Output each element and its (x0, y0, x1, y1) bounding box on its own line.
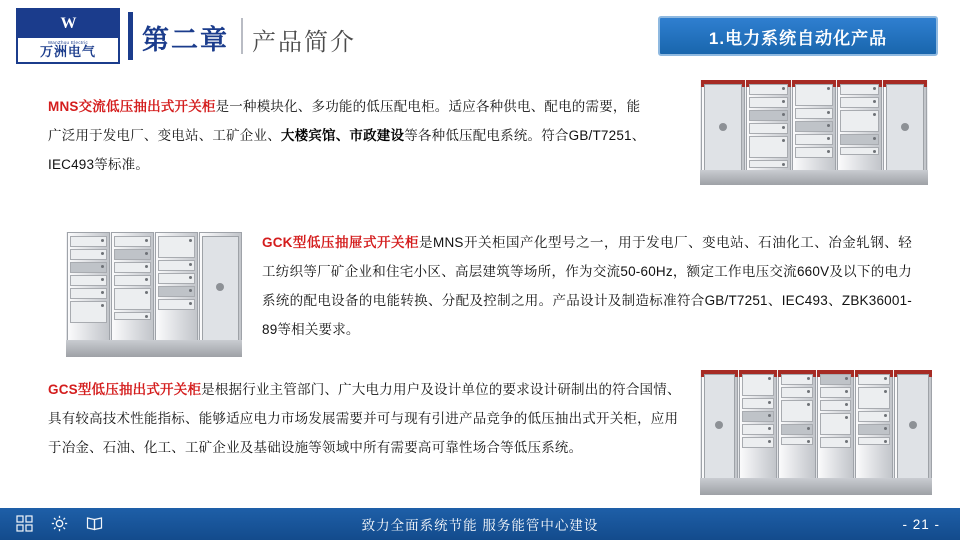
image-mns-cabinet (700, 80, 928, 185)
drawer-unit (114, 236, 151, 247)
company-logo (16, 8, 120, 64)
drawer-unit (158, 236, 195, 258)
drawer-unit (858, 424, 890, 435)
footer-page-number: - 21 - (902, 516, 940, 532)
drawer-unit (158, 286, 195, 297)
drawer-unit (781, 437, 813, 445)
drawer-unit (781, 424, 813, 435)
cabinet-row (66, 232, 242, 357)
drawer-unit (795, 147, 834, 158)
drawer-unit (742, 437, 774, 448)
cabinet-door (704, 84, 743, 181)
cabinet-unit (199, 232, 242, 357)
drawer-unit (158, 299, 195, 310)
cabinet-unit (701, 80, 746, 185)
drawer-unit (749, 136, 788, 158)
logo-company-name: 万洲电气 (39, 44, 96, 59)
drawer-unit (820, 387, 852, 398)
drawer-unit (158, 260, 195, 271)
drawer-unit (742, 398, 774, 409)
drawer-unit (742, 424, 774, 435)
drawer-unit (749, 97, 788, 108)
drawer-unit (840, 134, 879, 145)
logo-mark-letter: W (60, 15, 76, 32)
cabinet-door (704, 374, 736, 491)
paragraph-mns-text-c: 等各种低压配电系统。符合GB/T7251、IEC493等标准。 (48, 128, 646, 172)
drawer-unit (749, 84, 788, 95)
slide-footer (0, 508, 960, 540)
paragraph-mns-highlight: MNS交流低压抽出式开关柜 (48, 99, 216, 114)
image-floor (700, 478, 932, 496)
drawer-unit (749, 123, 788, 134)
cabinet-door (886, 84, 925, 181)
cabinet-row (700, 80, 928, 185)
drawer-unit (840, 110, 879, 132)
chapter-subtitle: 产品简介 (252, 29, 356, 56)
logo-mark (18, 10, 118, 38)
section-tab-badge: 1.电力系统自动化产品 (658, 16, 938, 56)
image-floor (66, 340, 242, 358)
drawer-unit (795, 84, 834, 106)
paragraph-gck-highlight: GCK型低压抽屉式开关柜 (262, 235, 420, 250)
cabinet-unit (746, 80, 791, 185)
chapter-title: 第二章 (142, 25, 229, 55)
drawer-unit (781, 400, 813, 422)
drawer-unit (840, 147, 879, 155)
drawer-unit (749, 110, 788, 121)
drawer-unit (114, 288, 151, 310)
logo-english-name: WanZhou Electric (47, 40, 89, 45)
chapter-accent-bar (128, 12, 133, 60)
drawer-unit (158, 273, 195, 284)
cabinet-unit (837, 80, 882, 185)
drawer-unit (749, 160, 788, 168)
cabinet-door (897, 374, 929, 491)
footer-slogan: 致力全面系统节能 服务能管中心建设 (361, 518, 599, 533)
paragraph-mns-text-a: 是一种模块化、多功能的低压配电柜。适应各种供电、配电的需要，能广泛用于发电厂、变电站、工矿企业、 (48, 99, 641, 143)
cabinet-unit (155, 232, 198, 357)
cabinet-unit (739, 370, 777, 495)
drawer-unit (820, 374, 852, 385)
door-knob (909, 421, 917, 429)
door-knob (901, 123, 909, 131)
cabinet-row (700, 370, 932, 495)
drawer-unit (820, 437, 852, 448)
door-knob (216, 283, 224, 291)
drawer-unit (795, 134, 834, 145)
drawer-unit (70, 288, 107, 299)
cabinet-unit (778, 370, 816, 495)
paragraph-mns-bold: 大楼宾馆、市政建设 (280, 128, 405, 143)
drawer-unit (858, 411, 890, 422)
door-knob (715, 421, 723, 429)
drawer-unit (840, 97, 879, 108)
drawer-unit (742, 374, 774, 396)
drawer-unit (858, 387, 890, 409)
cabinet-unit (792, 80, 837, 185)
drawer-unit (795, 121, 834, 132)
drawer-unit (114, 249, 151, 260)
cabinet-unit (817, 370, 855, 495)
drawer-unit (781, 387, 813, 398)
cabinet-unit (111, 232, 154, 357)
drawer-unit (795, 108, 834, 119)
cabinet-unit (894, 370, 932, 495)
drawer-unit (70, 301, 107, 323)
paragraph-mns (48, 92, 648, 179)
drawer-unit (840, 84, 879, 95)
paragraph-gcs-highlight: GCS型低压抽出式开关柜 (48, 382, 202, 397)
paragraph-gck (262, 228, 912, 344)
slide-header (0, 0, 960, 72)
image-floor (700, 170, 928, 185)
drawer-unit (781, 374, 813, 385)
drawer-unit (70, 249, 107, 260)
paragraph-gck-text: 是MNS开关柜国产化型号之一，用于发电厂、变电站、石油化工、冶金轧钢、轻工纺织等厂矿企业和住宅小区、高层建筑等场所，作为交流50-60Hz，额定工作电压交流660V及以下的电力系统的配电设备的电能转换、分配及控制之用。产品设计及制造标准符合GB/T7251、IEC493、ZBK36001-89等相关要求。 (262, 235, 912, 337)
drawer-unit (858, 374, 890, 385)
drawer-unit (114, 312, 151, 320)
drawer-unit (114, 262, 151, 273)
cabinet-unit (855, 370, 893, 495)
drawer-unit (70, 236, 107, 247)
drawer-unit (70, 262, 107, 273)
chapter-divider (241, 18, 243, 54)
cabinet-door (202, 236, 239, 353)
paragraph-gcs (48, 375, 688, 462)
image-gcs-cabinet (700, 370, 932, 495)
drawer-unit (742, 411, 774, 422)
paragraph-gcs-text: 是根据行业主管部门、广大电力用户及设计单位的要求设计研制出的符合国情、具有较高技术性能指标、能够适应电力市场发展需要并可与现有引进产品竞争的低压抽出式开关柜，应用于冶金、石油、化工、工矿企业及基础设施等领域中所有需要高可靠性场合等低压系统。 (48, 382, 681, 455)
drawer-unit (820, 413, 852, 435)
drawer-unit (114, 275, 151, 286)
image-gck-cabinet (66, 232, 242, 357)
drawer-unit (820, 400, 852, 411)
cabinet-unit (67, 232, 110, 357)
cabinet-unit (701, 370, 739, 495)
cabinet-unit (883, 80, 928, 185)
drawer-unit (858, 437, 890, 445)
door-knob (719, 123, 727, 131)
drawer-unit (70, 275, 107, 286)
